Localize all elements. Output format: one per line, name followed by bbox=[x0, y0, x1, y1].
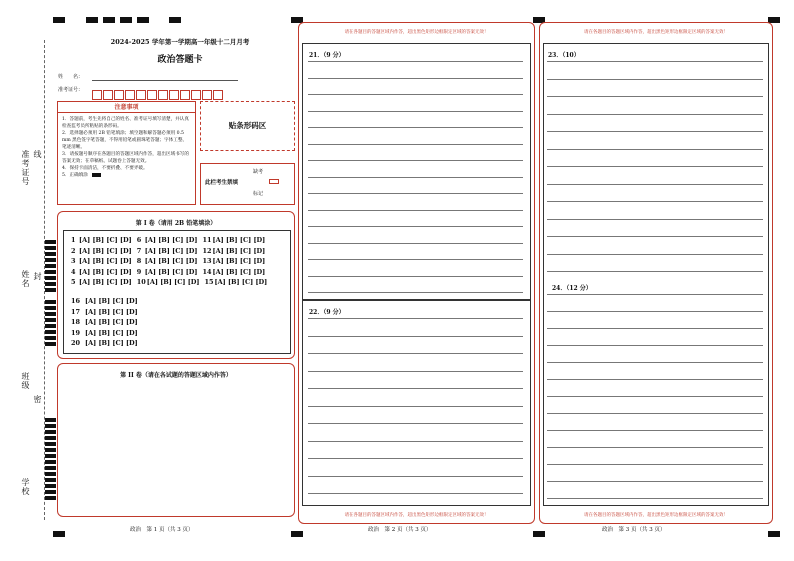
choice-row bbox=[71, 339, 138, 347]
question-number: 8 bbox=[136, 257, 142, 265]
q23-answer-line[interactable] bbox=[547, 61, 763, 62]
q22-answer-line[interactable] bbox=[308, 336, 523, 337]
note-item: 4．保持卡面清洁，不要折叠、不要弄破。 bbox=[62, 166, 148, 171]
timing-mark bbox=[45, 240, 56, 244]
q22-title: 22．（9 分） bbox=[309, 309, 345, 316]
choice-options[interactable]: [A] [B] [C] [D] bbox=[144, 267, 198, 276]
note-item: 1．答题前，考生先将自己的姓名、准考证号填写清楚，并认真检查监考员所粘贴的条形码。 bbox=[62, 117, 189, 129]
timing-mark bbox=[45, 246, 56, 250]
year-title: 2024-2025 学年第一学期高一年级十二月月考 bbox=[110, 38, 250, 46]
section1-title: 第 I 卷（请用 2B 铅笔填涂） bbox=[135, 220, 217, 227]
question-number: 1 bbox=[71, 236, 76, 244]
q24-answer-line[interactable] bbox=[547, 345, 763, 346]
q23-answer-line[interactable] bbox=[547, 201, 763, 202]
timing-mark bbox=[45, 418, 56, 422]
q22-answer-line[interactable] bbox=[308, 493, 523, 494]
q21-answer-line[interactable] bbox=[308, 193, 523, 194]
choice-options[interactable]: [A] [B] [C] [D] bbox=[85, 318, 138, 326]
q23-answer-line[interactable] bbox=[547, 79, 763, 80]
q22-answer-line[interactable] bbox=[308, 318, 523, 319]
timing-mark bbox=[45, 252, 56, 256]
q23-answer-line[interactable] bbox=[547, 219, 763, 220]
registration-mark bbox=[103, 17, 115, 23]
question-number: 7 bbox=[136, 246, 142, 255]
timing-mark bbox=[45, 460, 56, 464]
registration-mark bbox=[53, 531, 65, 537]
choice-options[interactable]: [A] [B] [C] [D] bbox=[146, 278, 200, 286]
q23-answer-line[interactable] bbox=[547, 131, 763, 132]
q21-answer-line[interactable] bbox=[308, 94, 523, 95]
registration-mark bbox=[768, 531, 780, 537]
q22-answer-line[interactable] bbox=[308, 458, 523, 459]
question-number: 5 bbox=[71, 278, 76, 286]
timing-mark bbox=[45, 318, 56, 322]
question-number: 16 bbox=[71, 297, 81, 305]
question-number: 2 bbox=[71, 246, 76, 255]
choice-options[interactable]: [A] [B] [C] [D] bbox=[79, 246, 132, 255]
q23-answer-line[interactable] bbox=[547, 114, 763, 115]
notes-list bbox=[58, 113, 195, 182]
question-number: 15 bbox=[204, 278, 214, 286]
timing-mark bbox=[45, 490, 56, 494]
timing-mark bbox=[45, 484, 56, 488]
timing-mark bbox=[45, 300, 56, 304]
filled-sample-icon bbox=[92, 173, 101, 177]
q24-answer-line[interactable] bbox=[547, 379, 763, 380]
q23-answer-line[interactable] bbox=[547, 184, 763, 185]
barcode-area bbox=[200, 101, 295, 151]
side-label-class: 班级 bbox=[21, 372, 30, 390]
timing-mark bbox=[45, 288, 56, 292]
choice-row bbox=[71, 257, 270, 265]
q22-answer-line[interactable] bbox=[308, 353, 523, 354]
choice-options[interactable]: [A] [B] [C] [D] bbox=[212, 236, 266, 244]
question-number: 4 bbox=[71, 267, 76, 276]
notes-title: 注意事项 bbox=[58, 102, 195, 113]
region-hint: 请在各题目的答题区域内作答，超出黑色矩形边框限定区域的答案无效！ bbox=[584, 513, 728, 518]
absent-box bbox=[200, 163, 295, 205]
registration-mark bbox=[120, 17, 132, 23]
choice-options[interactable]: [A] [B] [C] [D] bbox=[212, 257, 266, 265]
timing-mark bbox=[45, 258, 56, 262]
timing-mark bbox=[45, 330, 56, 334]
choice-options[interactable]: [A] [B] [C] [D] bbox=[144, 236, 198, 244]
q24-answer-line[interactable] bbox=[547, 294, 763, 295]
q22-answer-line[interactable] bbox=[308, 441, 523, 442]
q24-answer-line[interactable] bbox=[547, 481, 763, 482]
choice-row bbox=[71, 329, 138, 337]
q21-answer-line[interactable] bbox=[308, 243, 523, 244]
q21-answer-line[interactable] bbox=[308, 78, 523, 79]
registration-mark bbox=[169, 17, 181, 23]
card-title: 政治答题卡 bbox=[157, 55, 203, 65]
choice-options[interactable]: [A] [B] [C] [D] bbox=[212, 267, 266, 276]
q21-answer-line[interactable] bbox=[308, 160, 523, 161]
choice-options[interactable]: [A] [B] [C] [D] bbox=[85, 307, 138, 316]
choice-row bbox=[71, 236, 270, 244]
choice-row bbox=[71, 308, 138, 316]
page-footer: 政治 第 1 页（共 3 页） bbox=[130, 527, 194, 533]
note-item: 5．正确填涂 bbox=[62, 172, 191, 179]
q23-answer-line[interactable] bbox=[547, 166, 763, 167]
timing-mark bbox=[45, 478, 56, 482]
notes-box bbox=[57, 101, 196, 205]
q23-answer-line[interactable] bbox=[547, 271, 763, 272]
timing-mark bbox=[45, 472, 56, 476]
question-number: 19 bbox=[71, 328, 81, 337]
q23-answer-line[interactable] bbox=[547, 236, 763, 237]
q21-answer-line[interactable] bbox=[308, 127, 523, 128]
choice-options[interactable]: [A] [B] [C] [D] bbox=[214, 278, 268, 286]
question-number: 17 bbox=[71, 307, 81, 316]
question-number: 18 bbox=[71, 318, 81, 326]
q24-answer-line[interactable] bbox=[547, 430, 763, 431]
q24-answer-line[interactable] bbox=[547, 362, 763, 363]
choice-options[interactable]: [A] [B] [C] [D] bbox=[85, 339, 138, 347]
question-number: 10 bbox=[136, 278, 146, 286]
q22-answer-line[interactable] bbox=[308, 476, 523, 477]
q24-answer-line[interactable] bbox=[547, 328, 763, 329]
timing-mark bbox=[45, 424, 56, 428]
q23-answer-line[interactable] bbox=[547, 149, 763, 150]
absent-checkbox[interactable] bbox=[269, 179, 279, 184]
question-number: 11 bbox=[202, 236, 212, 244]
note-item: 2．选择题必须用 2B 铅笔填涂；填空题和解答题必须用 0.5 mm 黑色签字笔答题，不得用铅笔或圆珠笔答题；字体工整、笔迹清晰。 bbox=[62, 131, 188, 150]
page-footer: 政治 第 2 页（共 3 页） bbox=[368, 527, 432, 533]
timing-mark bbox=[45, 466, 56, 470]
registration-mark bbox=[533, 531, 545, 537]
side-label-exam-no: 准考证号 bbox=[21, 150, 30, 186]
q23-title: 23．（10） bbox=[548, 52, 580, 59]
q22-answer-line[interactable] bbox=[308, 388, 523, 389]
q22-answer-line[interactable] bbox=[308, 406, 523, 407]
q23-answer-line[interactable] bbox=[547, 96, 763, 97]
choice-options[interactable]: [A] [B] [C] [D] bbox=[212, 246, 266, 255]
timing-mark bbox=[45, 270, 56, 274]
q21-answer-line[interactable] bbox=[308, 111, 523, 112]
choice-options[interactable]: [A] [B] [C] [D] bbox=[85, 328, 138, 337]
timing-mark bbox=[45, 336, 56, 340]
seal-label: 线 bbox=[33, 150, 42, 159]
timing-mark bbox=[45, 448, 56, 452]
choice-row bbox=[71, 247, 270, 255]
section2-box bbox=[57, 363, 295, 517]
timing-mark bbox=[45, 430, 56, 434]
name-field[interactable] bbox=[92, 80, 238, 81]
question-number: 3 bbox=[71, 257, 76, 265]
timing-mark bbox=[45, 282, 56, 286]
seal-label: 封 bbox=[33, 272, 42, 281]
q24-answer-line[interactable] bbox=[547, 396, 763, 397]
question-number: 13 bbox=[202, 257, 212, 265]
q21-answer-line[interactable] bbox=[308, 61, 523, 62]
choice-options[interactable]: [A] [B] [C] [D] bbox=[144, 257, 198, 265]
absent-mark-label: 标记 bbox=[253, 191, 264, 197]
q24-answer-line[interactable] bbox=[547, 447, 763, 448]
section2-title: 第 II 卷（请在各试题的答题区域内作答） bbox=[120, 372, 232, 379]
q24-answer-line[interactable] bbox=[547, 464, 763, 465]
q24-title: 24．（12 分） bbox=[552, 285, 592, 292]
region-hint: 请在各题目的答题区域内作答，超出黑色矩形边框限定区域的答案无效！ bbox=[344, 513, 489, 518]
q21-title: 21．（9 分） bbox=[309, 52, 345, 59]
timing-mark bbox=[45, 306, 56, 310]
timing-mark bbox=[45, 342, 56, 346]
note-item: 3．请按题号顺序在各题目的答题区域内作答，超出区域书写的答案无效；在草稿纸、试题卷上答题无效。 bbox=[62, 152, 189, 164]
question-number: 14 bbox=[202, 267, 212, 276]
choice-row bbox=[71, 318, 138, 326]
registration-mark bbox=[137, 17, 149, 23]
absent-mark-label: 缺考 bbox=[253, 169, 264, 175]
absent-label: 此栏考生禁填 bbox=[205, 180, 239, 186]
q21-answer-line[interactable] bbox=[308, 226, 523, 227]
region-hint: 请在各题目的答题区域内作答，超出黑色矩形边框限定区域的答案无效！ bbox=[584, 30, 728, 35]
q21-answer-line[interactable] bbox=[308, 259, 523, 260]
choice-row bbox=[71, 297, 138, 305]
choice-options[interactable]: [A] [B] [C] [D] bbox=[79, 257, 132, 265]
q24-answer-line[interactable] bbox=[547, 311, 763, 312]
question-number: 9 bbox=[136, 267, 142, 276]
timing-mark bbox=[45, 496, 56, 500]
timing-mark bbox=[45, 312, 56, 316]
q23-q24-box bbox=[543, 43, 769, 506]
timing-mark bbox=[45, 436, 56, 440]
q22-answer-line[interactable] bbox=[308, 423, 523, 424]
q21-answer-line[interactable] bbox=[308, 210, 523, 211]
q24-answer-line[interactable] bbox=[547, 498, 763, 499]
question-number: 20 bbox=[71, 339, 81, 347]
side-label-school: 学校 bbox=[21, 478, 30, 496]
timing-mark bbox=[45, 276, 56, 280]
q21-box bbox=[302, 43, 531, 300]
q21-answer-line[interactable] bbox=[308, 292, 523, 293]
barcode-label: 贴条形码区 bbox=[228, 121, 267, 130]
seal-label: 密 bbox=[33, 395, 42, 404]
q21-answer-line[interactable] bbox=[308, 276, 523, 277]
question-number: 12 bbox=[202, 246, 212, 255]
choice-row bbox=[71, 278, 272, 286]
registration-mark bbox=[291, 531, 303, 537]
region-hint: 请在各题目的答题区域内作答，超出黑色矩形边框限定区域的答案无效！ bbox=[344, 30, 489, 35]
q21-answer-line[interactable] bbox=[308, 177, 523, 178]
registration-mark bbox=[53, 17, 65, 23]
question-number: 6 bbox=[136, 236, 142, 244]
q24-answer-line[interactable] bbox=[547, 413, 763, 414]
choice-options[interactable]: [A] [B] [C] [D] bbox=[144, 246, 198, 255]
page-footer: 政治 第 3 页（共 3 页） bbox=[602, 527, 666, 533]
side-label-name: 姓名 bbox=[21, 270, 30, 288]
choice-options[interactable]: [A] [B] [C] [D] bbox=[79, 236, 132, 244]
name-label: 姓 名： bbox=[58, 74, 84, 80]
choice-options[interactable]: [A] [B] [C] [D] bbox=[85, 297, 138, 305]
timing-mark bbox=[45, 264, 56, 268]
timing-mark bbox=[45, 324, 56, 328]
exam-no-label: 准考证号： bbox=[58, 87, 84, 93]
timing-mark bbox=[45, 454, 56, 458]
timing-mark bbox=[45, 442, 56, 446]
q23-answer-line[interactable] bbox=[547, 254, 763, 255]
choice-row bbox=[71, 268, 270, 276]
choice-options[interactable]: [A] [B] [C] [D] bbox=[79, 278, 132, 286]
q22-answer-line[interactable] bbox=[308, 371, 523, 372]
q21-answer-line[interactable] bbox=[308, 144, 523, 145]
choice-options[interactable]: [A] [B] [C] [D] bbox=[79, 267, 132, 276]
registration-mark bbox=[86, 17, 98, 23]
